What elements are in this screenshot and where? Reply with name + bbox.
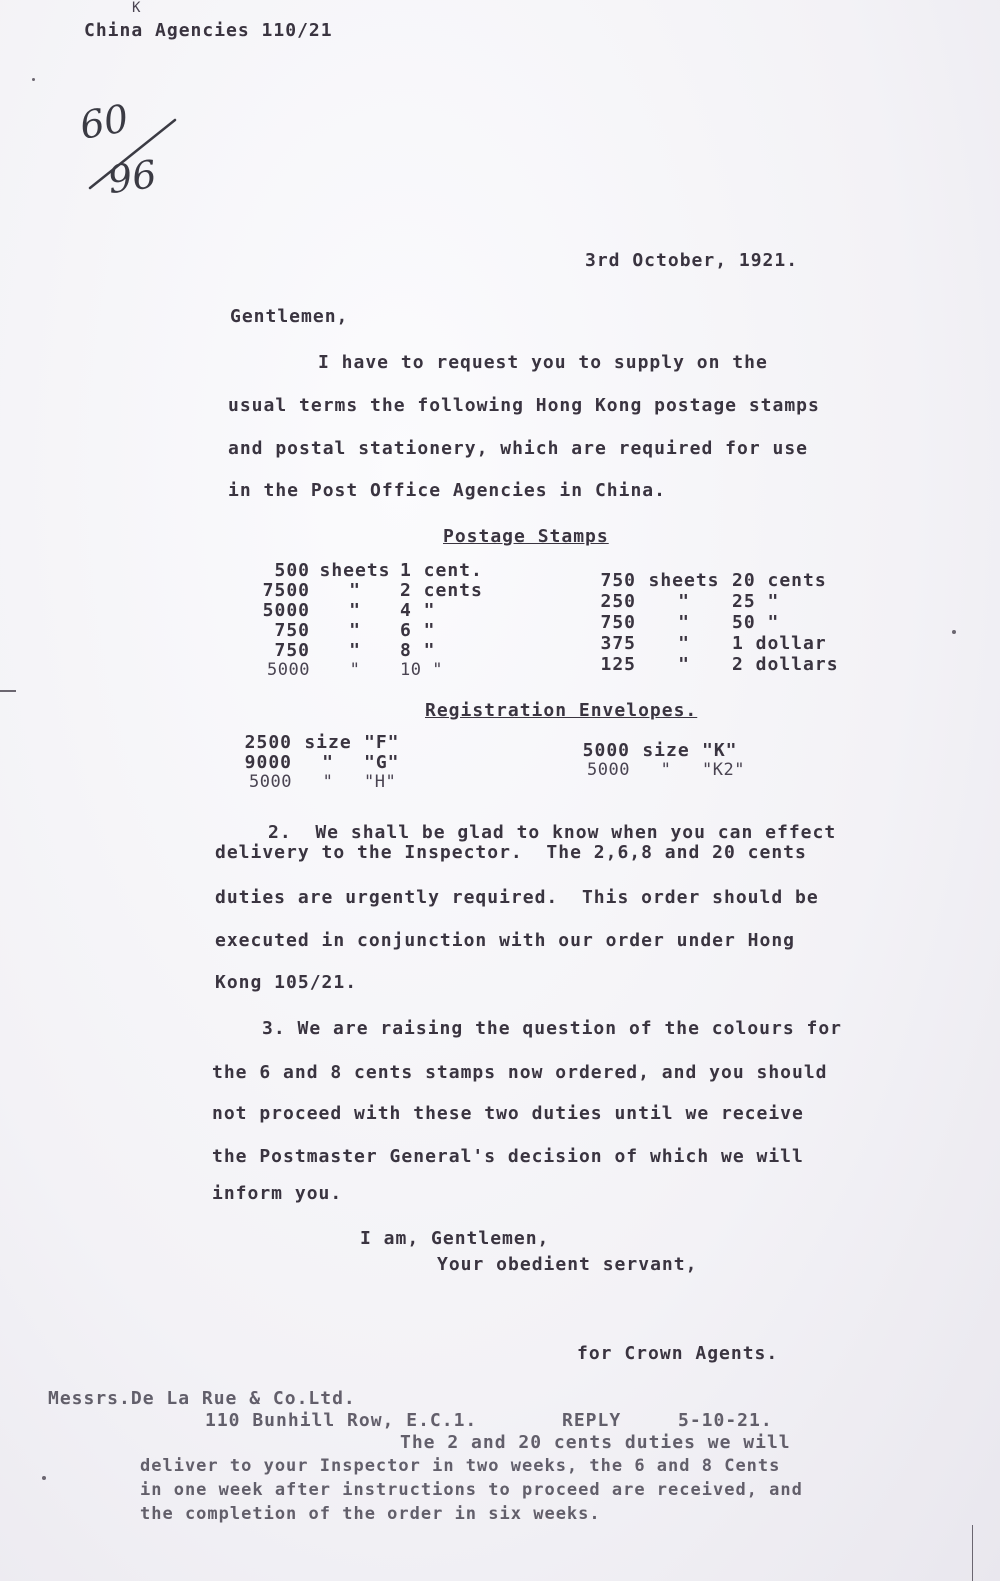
- list-item: [250, 600, 510, 620]
- envelope-size: "K2": [702, 760, 745, 780]
- envelope-size: "K": [702, 740, 738, 761]
- unit: ": [660, 760, 672, 780]
- denomination: 50 ": [732, 612, 780, 633]
- margin-speck: [42, 1476, 46, 1480]
- salutation: Gentlemen,: [230, 306, 349, 327]
- quantity: 750: [600, 570, 636, 591]
- postage-left-list: [250, 560, 510, 680]
- quantity: 750: [274, 620, 310, 641]
- postage-stamps-heading: Postage Stamps: [443, 526, 609, 547]
- list-item: [240, 752, 490, 772]
- unit: ": [349, 620, 361, 641]
- quantity: 500: [274, 560, 310, 581]
- registration-left-list: [240, 732, 490, 792]
- quantity: 2500: [244, 732, 292, 753]
- quantity: 9000: [244, 752, 292, 773]
- denomination: 1 cent.: [400, 560, 483, 581]
- envelope-size: "G": [364, 752, 400, 773]
- reply-date: 5-10-21.: [678, 1410, 773, 1431]
- quantity: 5000: [262, 600, 310, 621]
- envelope-size: "F": [364, 732, 400, 753]
- denomination: 4 ": [400, 600, 436, 621]
- reply-line-2: deliver to your Inspector in two weeks, the 6 and 8 Cents: [140, 1456, 781, 1476]
- para3-line-5: inform you.: [212, 1183, 343, 1204]
- quantity: 7500: [262, 580, 310, 601]
- denomination: 10 ": [400, 660, 443, 680]
- list-item: [590, 570, 870, 591]
- unit: ": [678, 654, 690, 675]
- para2-line-1: 2. We shall be glad to know when you can effect: [268, 822, 837, 843]
- intro-line-4: in the Post Office Agencies in China.: [228, 480, 666, 501]
- reply-label: REPLY: [562, 1410, 622, 1431]
- file-reference: China Agencies 110/21: [84, 20, 333, 41]
- margin-speck: [0, 690, 16, 692]
- postage-right-list: [590, 570, 870, 675]
- list-item: [590, 612, 870, 633]
- handwritten-numerator: 60: [76, 96, 132, 148]
- corner-mark: K: [132, 0, 141, 16]
- unit: ": [678, 591, 690, 612]
- right-edge-line: [972, 1525, 973, 1581]
- denomination: 2 cents: [400, 580, 483, 601]
- quantity: 5000: [249, 772, 292, 792]
- list-item: [250, 660, 510, 680]
- unit: ": [678, 633, 690, 654]
- list-item: [250, 620, 510, 640]
- handwritten-denominator: 96: [105, 151, 160, 203]
- para2-line-4: executed in conjunction with our order under Hong: [215, 930, 796, 951]
- unit: size: [642, 740, 690, 761]
- denomination: 20 cents: [732, 570, 827, 591]
- quantity: 5000: [587, 760, 630, 780]
- unit: ": [349, 580, 361, 601]
- intro-line-2: usual terms the following Hong Kong postage stamps: [228, 395, 820, 416]
- intro-line-3: and postal stationery, which are required for use: [228, 438, 809, 459]
- quantity: 250: [600, 591, 636, 612]
- signature-line: for Crown Agents.: [577, 1343, 779, 1364]
- para3-line-1: 3. We are raising the question of the colours for: [262, 1018, 843, 1039]
- handwritten-file-number: [70, 96, 190, 210]
- para2-line-5: Kong 105/21.: [215, 972, 358, 993]
- reply-line-4: the completion of the order in six weeks.: [140, 1504, 601, 1524]
- denomination: 1 dollar: [732, 633, 827, 654]
- denomination: 2 dollars: [732, 654, 839, 675]
- para3-line-3: not proceed with these two duties until we receive: [212, 1103, 804, 1124]
- list-item: [240, 772, 490, 792]
- unit: ": [349, 600, 361, 621]
- unit: ": [678, 612, 690, 633]
- list-item: [250, 640, 510, 660]
- denomination: 6 ": [400, 620, 436, 641]
- letter-date: 3rd October, 1921.: [585, 250, 799, 271]
- unit: sheets: [648, 570, 720, 591]
- para3-line-4: the Postmaster General's decision of which we will: [212, 1146, 804, 1167]
- unit: ": [322, 752, 334, 773]
- unit: sheets: [319, 560, 391, 581]
- unit: ": [322, 772, 334, 792]
- quantity: 750: [600, 612, 636, 633]
- intro-line-1: I have to request you to supply on the: [318, 352, 768, 373]
- quantity: 5000: [267, 660, 310, 680]
- envelope-size: "H": [364, 772, 397, 792]
- list-item: [240, 732, 490, 752]
- unit: size: [304, 732, 352, 753]
- quantity: 125: [600, 654, 636, 675]
- addressee-line-1: Messrs.De La Rue & Co.Ltd.: [48, 1388, 356, 1409]
- para2-line-3: duties are urgently required. This order should be: [215, 887, 819, 908]
- margin-speck: [32, 78, 35, 81]
- denomination: 25 ": [732, 591, 780, 612]
- registration-envelopes-heading: Registration Envelopes.: [425, 700, 698, 721]
- margin-speck: [952, 630, 956, 634]
- quantity: 750: [274, 640, 310, 661]
- closing-line-1: I am, Gentlemen,: [360, 1228, 550, 1249]
- list-item: [580, 760, 830, 780]
- registration-right-list: [580, 740, 830, 780]
- para3-line-2: the 6 and 8 cents stamps now ordered, and you should: [212, 1062, 828, 1083]
- closing-line-2: Your obedient servant,: [437, 1254, 698, 1275]
- reply-line-3: in one week after instructions to proceed are received, and: [140, 1480, 803, 1500]
- list-item: [580, 740, 830, 760]
- addressee-line-2: 110 Bunhill Row, E.C.1.: [205, 1410, 478, 1431]
- list-item: [250, 580, 510, 600]
- reply-line-1: The 2 and 20 cents duties we will: [400, 1432, 791, 1453]
- para2-line-2: delivery to the Inspector. The 2,6,8 and 20 cents: [215, 842, 807, 863]
- list-item: [250, 560, 510, 580]
- quantity: 375: [600, 633, 636, 654]
- quantity: 5000: [582, 740, 630, 761]
- unit: ": [349, 660, 361, 680]
- list-item: [590, 633, 870, 654]
- list-item: [590, 591, 870, 612]
- unit: ": [349, 640, 361, 661]
- list-item: [590, 654, 870, 675]
- denomination: 8 ": [400, 640, 436, 661]
